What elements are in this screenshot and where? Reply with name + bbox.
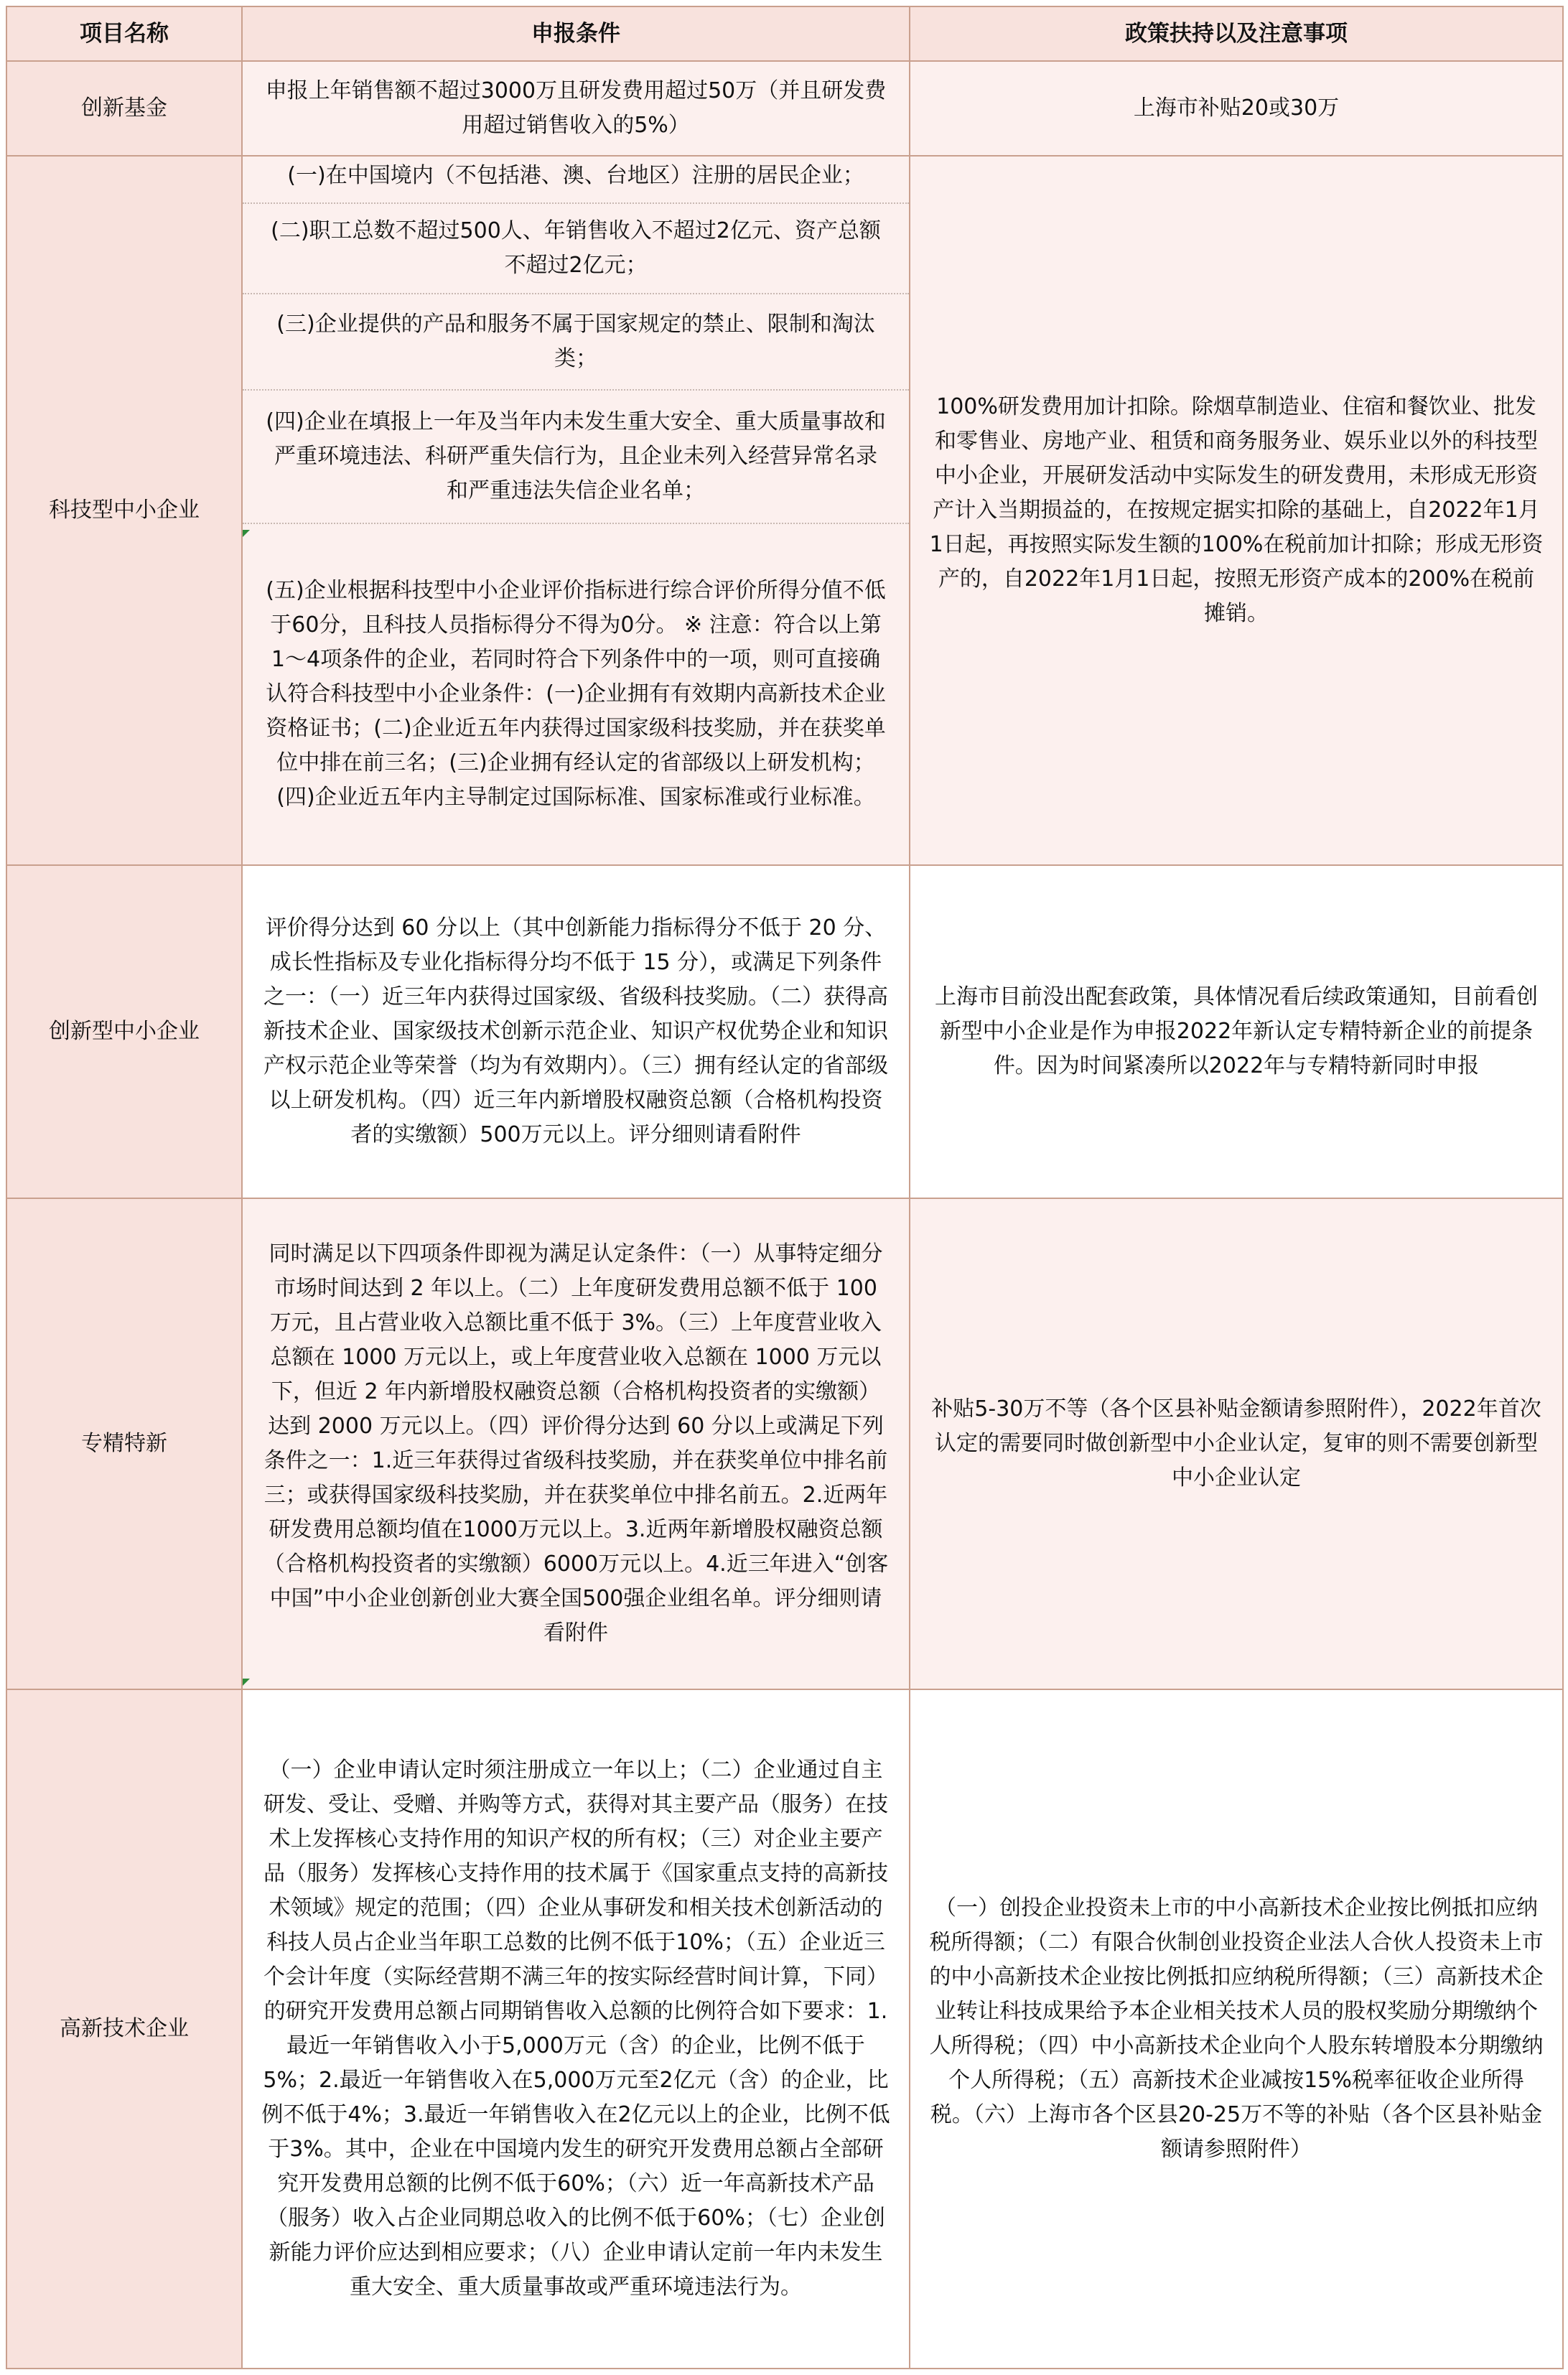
header-project-name: 项目名称 bbox=[6, 6, 242, 61]
row-name: 专精特新 bbox=[6, 1198, 242, 1689]
row-policy: 上海市目前没出配套政策，具体情况看后续政策通知，目前看创新型中小企业是作为申报2022年新认定专精特新企业的前提条件。因为时间紧凑所以2022年与专精特新同时申报 bbox=[910, 865, 1563, 1198]
header-conditions: 申报条件 bbox=[242, 6, 910, 61]
row-policy: 上海市补贴20或30万 bbox=[910, 61, 1563, 156]
comment-marker bbox=[243, 530, 250, 537]
header-row bbox=[6, 6, 1563, 61]
table-row bbox=[6, 1689, 1563, 2369]
row-name: 科技型中小企业 bbox=[6, 156, 242, 865]
row-conditions: （一）企业申请认定时须注册成立一年以上；（二）企业通过自主研发、受让、受赠、并购等方式，获得对其主要产品（服务）在技术上发挥核心支持作用的知识产权的所有权；（三）对企业主要产品（服务）发挥核心支持作用的技术属于《国家重点支持的高新技术领域》规定的范围；（四）企业从事研发和相关技术创新活动的科技人员占企业当年职工总数的比例不低于10%；（五）企业近三个会计年度（实际经营期不满三年的按实际经营时间计算，下同）的研究开发费用总额占同期销售收入总额的比例符合如下要求：1.最近一年销售收入小于5,000万元（含）的企业，比例不低于5%；2.最近一年销售收入在5,000万元至2亿元（含）的企业，比例不低于4%；3.最近一年销售收入在2亿元以上的企业，比例不低于3%。其中，企业在中国境内发生的研究开发费用总额占全部研究开发费用总额的比例不低于60%；（六）近一年高新技术产品（服务）收入占企业同期总收入的比例不低于60%；（七）企业创新能力评价应达到相应要求；（八）企业申请认定前一年内未发生重大安全、重大质量事故或严重环境违法行为。 bbox=[242, 1689, 910, 2369]
condition-item: (二)职工总数不超过500人、年销售收入不超过2亿元、资产总额不超过2亿元； bbox=[243, 203, 909, 294]
header-policy: 政策扶持以及注意事项 bbox=[910, 6, 1563, 61]
condition-item: (四)企业在填报上一年及当年内未发生重大安全、重大质量事故和严重环境违法、科研严重失信行为，且企业未列入经营异常名录和严重违法失信企业名单； bbox=[243, 390, 909, 523]
condition-item: (一)在中国境内（不包括港、澳、台地区）注册的居民企业； bbox=[243, 157, 909, 203]
row-conditions: 同时满足以下四项条件即视为满足认定条件：（一）从事特定细分市场时间达到 2 年以上。（二）上年度研发费用总额不低于 100 万元，且占营业收入总额比重不低于 3%。（三）上年度营业收入总额在 1000 万元以上，或上年度营业收入总额在 1000 万元以下，但近 2 年内新增股权融资总额（合格机构投资者的实缴额）达到 2000 万元以上。（四）评价得分达到 60 分以上或满足下列条件之一：1.近三年获得过省级科技奖励，并在获奖单位中排名前三；或获得国家级科技奖励，并在获奖单位中排名前五。2.近两年研发费用总额均值在1000万元以上。3.近两年新增股权融资总额（合格机构投资者的实缴额）6000万元以上。4.近三年进入“创客中国”中小企业创新创业大赛全国500强企业组名单。评分细则请看附件 bbox=[242, 1198, 910, 1689]
row-name: 高新技术企业 bbox=[6, 1689, 242, 2369]
conditions-sublist bbox=[243, 157, 909, 864]
condition-item: (五)企业根据科技型中小企业评价指标进行综合评价所得分值不低于60分，且科技人员指标得分不得为0分。 ※ 注意：符合以上第1～4项条件的企业，若同时符合下列条件中的一项，则可直接确认符合科技型中小企业条件：(一)企业拥有有效期内高新技术企业资格证书；(二)企业近五年内获得过国家级科技奖励，并在获奖单位中排在前三名；(三)企业拥有经认定的省部级以上研发机构；(四)企业近五年内主导制定过国际标准、国家标准或行业标准。 bbox=[243, 523, 909, 864]
table-row bbox=[6, 61, 1563, 156]
row-policy: （一）创投企业投资未上市的中小高新技术企业按比例抵扣应纳税所得额；（二）有限合伙制创业投资企业法人合伙人投资未上市的中小高新技术企业按比例抵扣应纳税所得额；（三）高新技术企业转让科技成果给予本企业相关技术人员的股权奖励分期缴纳个人所得税；（四）中小高新技术企业向个人股东转增股本分期缴纳个人所得税；（五）高新技术企业减按15%税率征收企业所得税。（六）上海市各个区县20-25万不等的补贴（各个区县补贴金额请参照附件） bbox=[910, 1689, 1563, 2369]
policy-table bbox=[6, 6, 1564, 2369]
comment-marker bbox=[243, 1679, 250, 1686]
row-policy: 补贴5-30万不等（各个区县补贴金额请参照附件），2022年首次认定的需要同时做创新型中小企业认定，复审的则不需要创新型中小企业认定 bbox=[910, 1198, 1563, 1689]
table-row bbox=[6, 1198, 1563, 1689]
row-name: 创新基金 bbox=[6, 61, 242, 156]
condition-item: (三)企业提供的产品和服务不属于国家规定的禁止、限制和淘汰类； bbox=[243, 294, 909, 390]
row-name: 创新型中小企业 bbox=[6, 865, 242, 1198]
row-conditions: 申报上年销售额不超过3000万且研发费用超过50万（并且研发费用超过销售收入的5%） bbox=[242, 61, 910, 156]
table-row bbox=[6, 156, 1563, 865]
row-conditions bbox=[242, 156, 910, 865]
row-conditions: 评价得分达到 60 分以上（其中创新能力指标得分不低于 20 分、成长性指标及专业化指标得分均不低于 15 分），或满足下列条件之一：（一）近三年内获得过国家级、省级科技奖励。（二）获得高新技术企业、国家级技术创新示范企业、知识产权优势企业和知识产权示范企业等荣誉（均为有效期内）。（三）拥有经认定的省部级以上研发机构。（四）近三年内新增股权融资总额（合格机构投资者的实缴额）500万元以上。评分细则请看附件 bbox=[242, 865, 910, 1198]
row-policy: 100%研发费用加计扣除。除烟草制造业、住宿和餐饮业、批发和零售业、房地产业、租赁和商务服务业、娱乐业以外的科技型中小企业，开展研发活动中实际发生的研发费用，未形成无形资产计入当期损益的，在按规定据实扣除的基础上，自2022年1月1日起，再按照实际发生额的100%在税前加计扣除；形成无形资产的，自2022年1月1日起，按照无形资产成本的200%在税前摊销。 bbox=[910, 156, 1563, 865]
table-row bbox=[6, 865, 1563, 1198]
